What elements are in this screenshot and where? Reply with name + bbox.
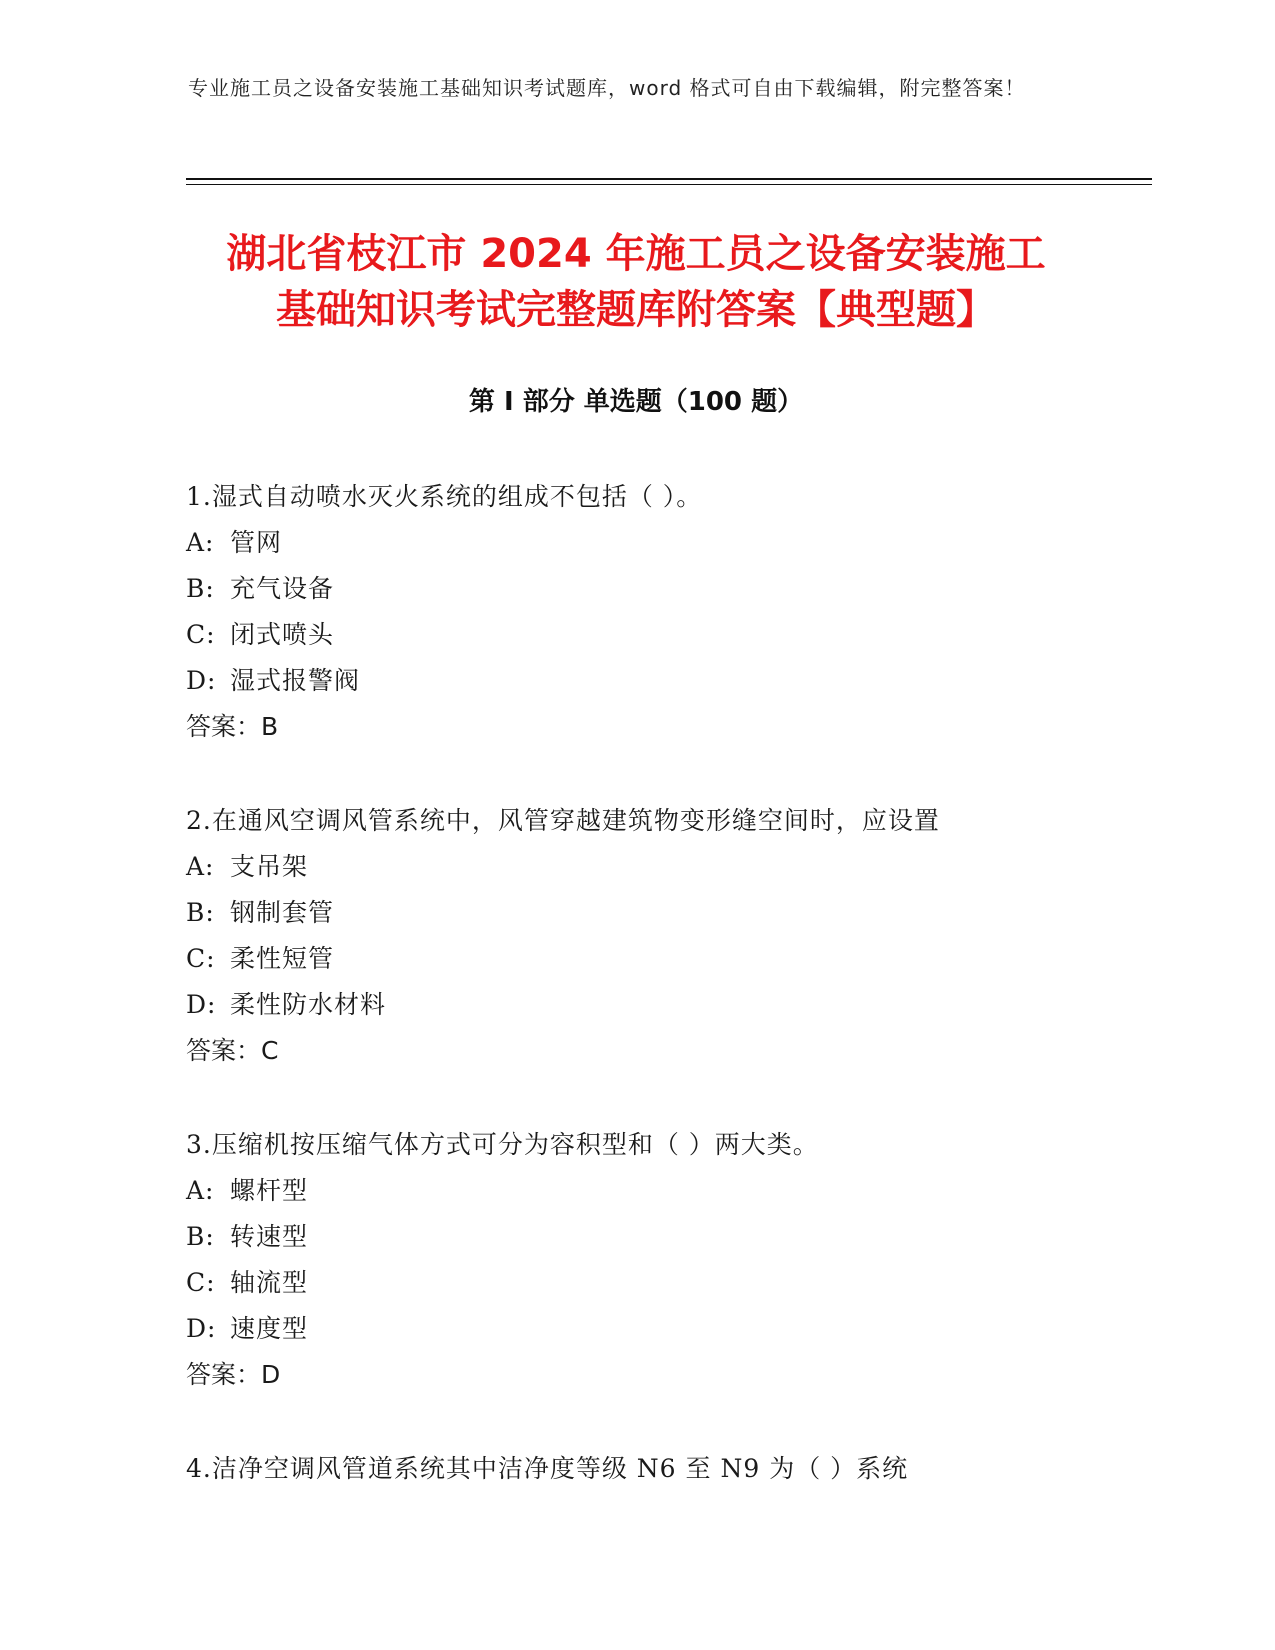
question-list [186, 474, 1106, 1540]
option-text: 支吊架 [230, 852, 309, 881]
option-c [186, 936, 1106, 982]
answer-line [186, 1028, 1106, 1074]
answer-label: 答案： [186, 712, 262, 741]
section-title: 第 I 部分 单选题（100 题） [468, 387, 804, 417]
answer-value: B [261, 712, 279, 741]
question-stem: 1.湿式自动喷水灭火系统的组成不包括（ ）。 [186, 482, 703, 511]
option-text: 柔性防水材料 [230, 990, 387, 1019]
answer-value: D [261, 1360, 281, 1389]
question-1 [186, 474, 1106, 750]
option-key: B: [186, 574, 215, 603]
option-text: 螺杆型 [230, 1176, 309, 1205]
option-d [186, 658, 1106, 704]
option-b [186, 1214, 1106, 1260]
option-text: 速度型 [230, 1314, 309, 1343]
option-c [186, 612, 1106, 658]
option-text: 充气设备 [230, 574, 335, 603]
option-key: B: [186, 898, 215, 927]
option-text: 管网 [230, 528, 283, 557]
option-key: A: [186, 852, 215, 881]
option-d [186, 982, 1106, 1028]
option-text: 湿式报警阀 [230, 666, 361, 695]
option-key: D: [186, 1314, 217, 1343]
header-note: 专业施工员之设备安装施工基础知识考试题库，word 格式可自由下载编辑，附完整答案！ [188, 76, 1026, 100]
option-b [186, 566, 1106, 612]
question-2 [186, 798, 1106, 1074]
question-4 [186, 1446, 1106, 1492]
option-text: 柔性短管 [230, 944, 335, 973]
option-key: A: [186, 528, 215, 557]
option-text: 闭式喷头 [230, 620, 335, 649]
option-key: C: [186, 1268, 216, 1297]
option-text: 钢制套管 [230, 898, 335, 927]
option-key: C: [186, 944, 216, 973]
option-b [186, 890, 1106, 936]
option-key: C: [186, 620, 216, 649]
header-rule-thick [186, 178, 1152, 180]
option-key: B: [186, 1222, 215, 1251]
option-a [186, 1168, 1106, 1214]
option-key: A: [186, 1176, 215, 1205]
answer-line [186, 1352, 1106, 1398]
answer-line [186, 704, 1106, 750]
document-title-line-2: 基础知识考试完整题库附答案【典型题】 [276, 287, 996, 333]
option-text: 轴流型 [230, 1268, 309, 1297]
answer-value: C [261, 1036, 279, 1065]
answer-label: 答案： [186, 1360, 262, 1389]
question-stem: 2.在通风空调风管系统中，风管穿越建筑物变形缝空间时，应设置 [186, 806, 940, 835]
option-text: 转速型 [230, 1222, 309, 1251]
option-key: D: [186, 666, 217, 695]
question-3 [186, 1122, 1106, 1398]
answer-label: 答案： [186, 1036, 262, 1065]
option-a [186, 844, 1106, 890]
document-title-line-1: 湖北省枝江市 2024 年施工员之设备安装施工 [226, 231, 1046, 277]
option-c [186, 1260, 1106, 1306]
document-title [186, 226, 1086, 338]
question-stem: 4.洁净空调风管道系统其中洁净度等级 N6 至 N9 为（ ）系统 [186, 1454, 909, 1483]
option-key: D: [186, 990, 217, 1019]
option-a [186, 520, 1106, 566]
question-stem: 3.压缩机按压缩气体方式可分为容积型和（ ）两大类。 [186, 1130, 819, 1159]
header-rule-thin [186, 184, 1152, 185]
option-d [186, 1306, 1106, 1352]
